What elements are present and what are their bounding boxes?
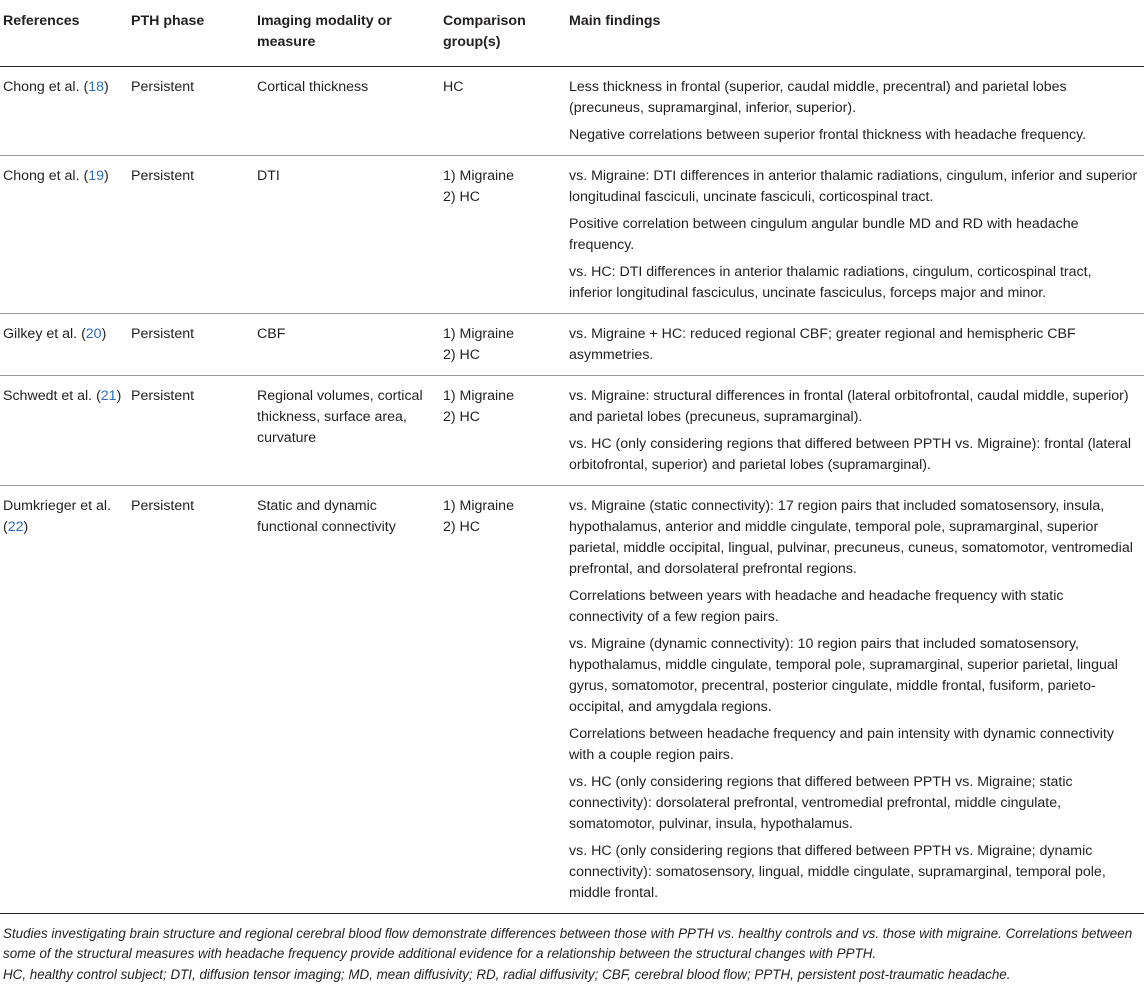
reference-authors: Chong et al. xyxy=(3,168,80,184)
cell-imaging-modality: CBF xyxy=(254,314,440,376)
cell-comparison-groups: 1) Migraine 2) HC xyxy=(440,314,566,376)
table-row xyxy=(0,156,1144,314)
header-main-findings: Main findings xyxy=(566,4,1144,67)
cell-reference: Dumkrieger et al. (22) xyxy=(0,486,128,914)
header-imaging-modality: Imaging modality or measure xyxy=(254,4,440,67)
cell-pth-phase: Persistent xyxy=(128,67,254,156)
studies-table xyxy=(0,4,1144,914)
cell-imaging-modality: DTI xyxy=(254,156,440,314)
footnote-summary: Studies investigating brain structure and regional cerebral blood flow demonstrate differences between those with PPTH vs. healthy controls and vs. those with migraine. Correlations between some of the structural measures with headache frequency provide additional evidence for a relationship between the structural changes with PPTH. xyxy=(3,926,1133,961)
header-comparison-groups: Comparison group(s) xyxy=(440,4,566,67)
header-references: References xyxy=(0,4,128,67)
cell-pth-phase: Persistent xyxy=(128,486,254,914)
cell-pth-phase: Persistent xyxy=(128,156,254,314)
finding-item: Less thickness in frontal (superior, caudal middle, precentral) and parietal lobes (precuneus, supramarginal, inferior, superior). xyxy=(569,79,1067,116)
finding-item: Correlations between years with headache and headache frequency with static connectivity of a few region pairs. xyxy=(569,588,1064,625)
cell-imaging-modality: Regional volumes, cortical thickness, surface area, curvature xyxy=(254,376,440,486)
cell-reference: Chong et al. (18) xyxy=(0,67,128,156)
reference-authors: Dumkrieger et al. xyxy=(3,498,112,514)
finding-item: vs. Migraine (dynamic connectivity): 10 region pairs that included somatosensory, hypothalamus, middle cingulate, temporal pole, supramarginal, superior parietal, lingual gyrus, somatomotor, precentral, posterior cingulate, middle frontal, fusiform, parieto-occipital, and amygdala regions. xyxy=(569,636,1118,715)
header-row xyxy=(0,4,1144,67)
cell-comparison-groups: HC xyxy=(440,67,566,156)
cell-reference: Schwedt et al. (21) xyxy=(0,376,128,486)
citation-link[interactable]: 22 xyxy=(7,519,24,535)
table-row xyxy=(0,314,1144,376)
finding-item: vs. HC (only considering regions that differed between PPTH vs. Migraine; static connectivity): dorsolateral prefrontal, ventromedial prefrontal, middle cingulate, somatomotor, pulvinar, insula, hypothalamus. xyxy=(569,774,1073,832)
cell-main-findings xyxy=(566,314,1144,376)
citation-link[interactable]: 19 xyxy=(88,168,104,184)
cell-comparison-groups: 1) Migraine 2) HC xyxy=(440,486,566,914)
finding-item: vs. Migraine (static connectivity): 17 region pairs that included somatosensory, insula, hypothalamus, anterior and middle cingulate, temporal pole, supramarginal, superior parietal, middle occipital, lingual, pulvinar, precuneus, cuneus, somatomotor, ventromedial prefrontal, and dorsolateral prefrontal regions. xyxy=(569,498,1133,577)
cell-pth-phase: Persistent xyxy=(128,314,254,376)
citation-link[interactable]: 18 xyxy=(88,79,104,95)
footnote-abbreviations: HC, healthy control subject; DTI, diffusion tensor imaging; MD, mean diffusivity; RD, radial diffusivity; CBF, cerebral blood flow; PPTH, persistent post-traumatic headache. xyxy=(3,967,1011,982)
cell-main-findings xyxy=(566,67,1144,156)
citation-link[interactable]: 20 xyxy=(85,326,102,342)
reference-authors: Chong et al. xyxy=(3,79,80,95)
finding-item: vs. Migraine: DTI differences in anterior thalamic radiations, cingulum, inferior and superior longitudinal fasciculi, uncinate fasciculi, corticospinal tract. xyxy=(569,168,1138,205)
finding-item: vs. Migraine: structural differences in frontal (lateral orbitofrontal, caudal middle, superior) and parietal lobes (precuneus, supramarginal). xyxy=(569,388,1129,425)
cell-reference: Chong et al. (19) xyxy=(0,156,128,314)
table-row xyxy=(0,67,1144,156)
cell-comparison-groups: 1) Migraine 2) HC xyxy=(440,156,566,314)
cell-main-findings xyxy=(566,486,1144,914)
cell-imaging-modality: Static and dynamic functional connectivity xyxy=(254,486,440,914)
cell-imaging-modality: Cortical thickness xyxy=(254,67,440,156)
finding-item: vs. HC (only considering regions that differed between PPTH vs. Migraine; dynamic connectivity): somatosensory, lingual, middle cingulate, supramarginal, temporal pole, middle frontal. xyxy=(569,843,1106,901)
cell-reference: Gilkey et al. (20) xyxy=(0,314,128,376)
table-row xyxy=(0,486,1144,914)
finding-item: vs. HC (only considering regions that differed between PPTH vs. Migraine): frontal (lateral orbitofrontal, superior) and parietal lobes (supramarginal). xyxy=(569,436,1131,473)
reference-authors: Schwedt et al. xyxy=(3,388,93,404)
finding-item: Correlations between headache frequency and pain intensity with dynamic connectivity with a couple region pairs. xyxy=(569,726,1114,763)
table-footnote xyxy=(0,914,1144,985)
cell-main-findings xyxy=(566,156,1144,314)
header-pth-phase: PTH phase xyxy=(128,4,254,67)
finding-item: Positive correlation between cingulum angular bundle MD and RD with headache frequency. xyxy=(569,216,1079,253)
finding-item: vs. HC: DTI differences in anterior thalamic radiations, cingulum, corticospinal tract, inferior longitudinal fasciculus, uncinate fasciculus, forceps major and minor. xyxy=(569,264,1092,301)
reference-authors: Gilkey et al. xyxy=(3,326,78,342)
cell-pth-phase: Persistent xyxy=(128,376,254,486)
table-row xyxy=(0,376,1144,486)
finding-item: vs. Migraine + HC: reduced regional CBF; greater regional and hemispheric CBF asymmetries. xyxy=(569,326,1076,363)
citation-link[interactable]: 21 xyxy=(100,388,117,404)
finding-item: Negative correlations between superior frontal thickness with headache frequency. xyxy=(569,127,1087,143)
cell-comparison-groups: 1) Migraine 2) HC xyxy=(440,376,566,486)
cell-main-findings xyxy=(566,376,1144,486)
